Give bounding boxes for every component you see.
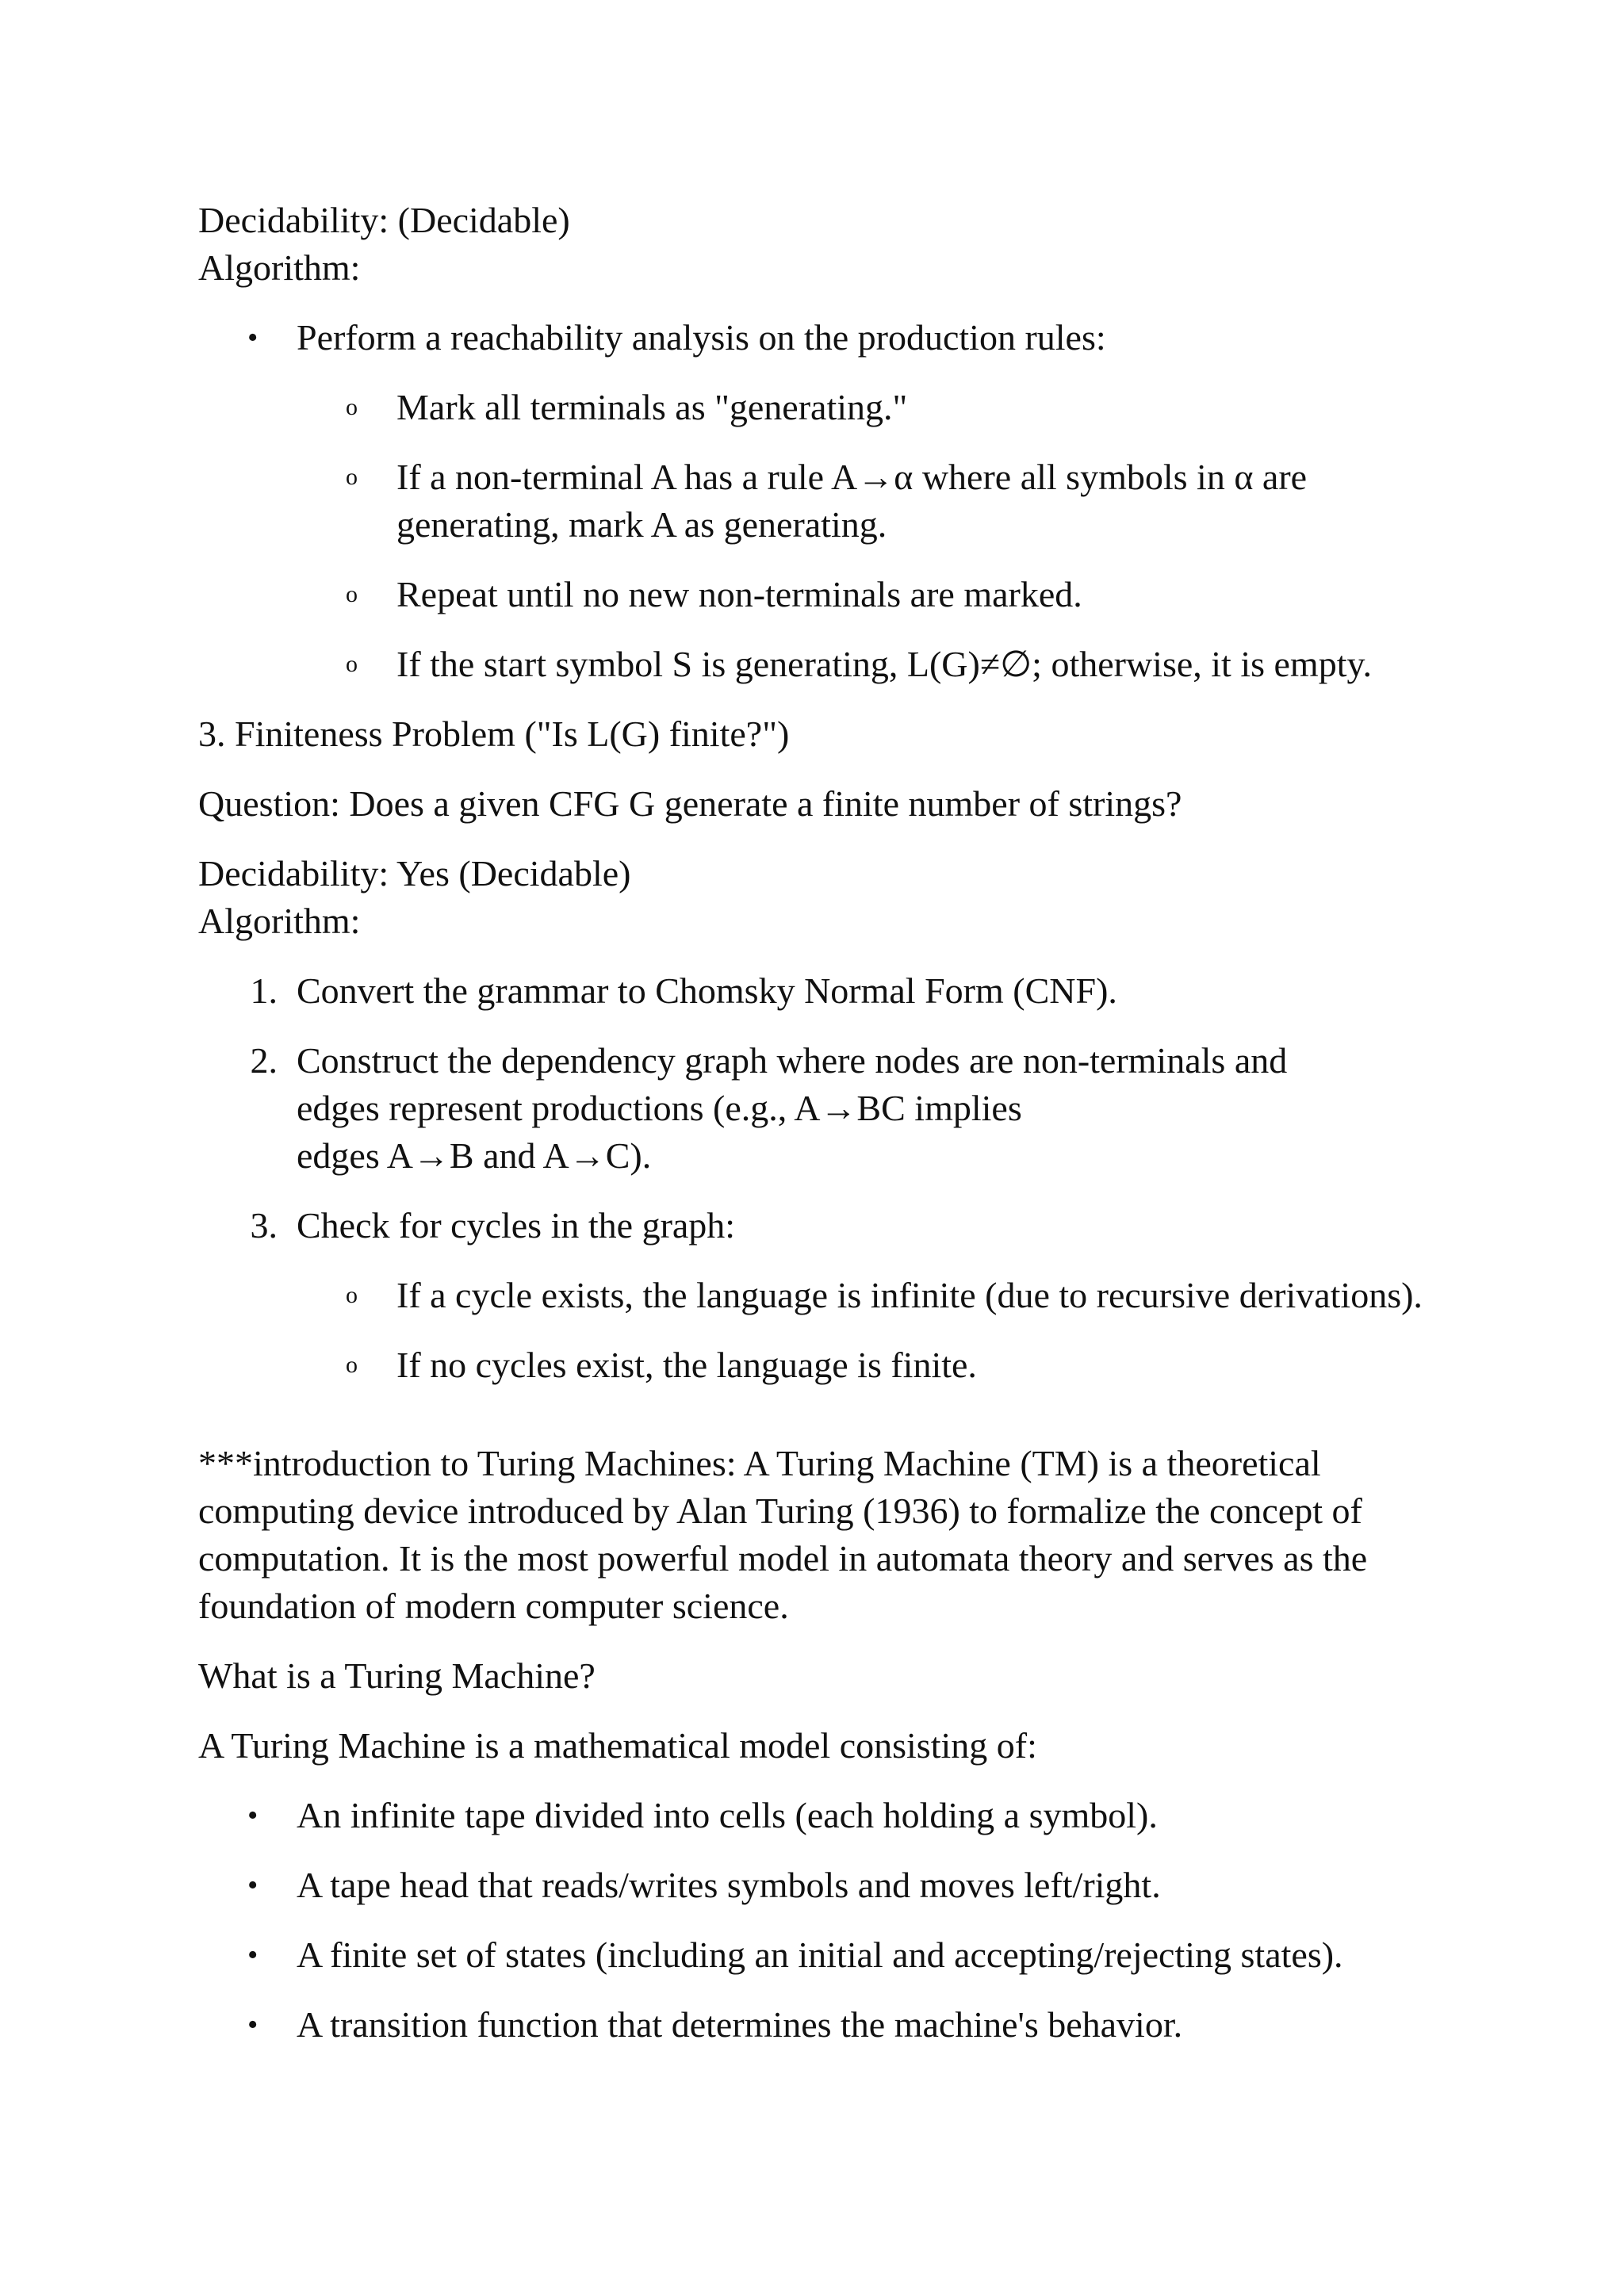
step-item bbox=[198, 967, 1443, 1015]
step-text: Check for cycles in the graph: bbox=[297, 1205, 736, 1246]
list-item bbox=[198, 1792, 1443, 1839]
list-item-text: A finite set of states (including an initial and accepting/rejecting states). bbox=[297, 1934, 1343, 1975]
finiteness-steps bbox=[198, 967, 1443, 1389]
decidability-text: Decidability: (Decidable) bbox=[198, 200, 570, 240]
list-item bbox=[198, 1862, 1443, 1909]
document-content bbox=[198, 197, 1443, 2049]
circle-bullet-icon: o bbox=[346, 1352, 358, 1378]
step-number: 2. bbox=[250, 1040, 278, 1081]
step-item bbox=[198, 1037, 1443, 1180]
sub-list-item bbox=[198, 1341, 1443, 1389]
bullet-icon: • bbox=[247, 1869, 259, 1902]
turing-intro: ***introduction to Turing Machines: A Turing Machine (TM) is a theoretical computing device introduced by Alan Turing (1936) to formalize the concept of computation. It is the most powerful model in automata theory and serves as the foundation of modern computer science. bbox=[198, 1443, 1368, 1626]
finiteness-decidability bbox=[198, 850, 1443, 945]
circle-bullet-icon: o bbox=[346, 394, 358, 420]
circle-bullet-icon: o bbox=[346, 1282, 358, 1308]
sub-list-item-text: If a non-terminal A has a rule A→α where all symbols in α are generating, mark A as generating. bbox=[396, 457, 1308, 545]
circle-bullet-icon: o bbox=[346, 651, 358, 677]
algorithm-label: Algorithm: bbox=[198, 901, 361, 941]
finiteness-question: Question: Does a given CFG G generate a finite number of strings? bbox=[198, 783, 1182, 824]
reachability-list bbox=[198, 314, 1443, 688]
sub-list-item bbox=[198, 384, 1443, 431]
step-text: Convert the grammar to Chomsky Normal Form (CNF). bbox=[297, 970, 1117, 1011]
finiteness-heading: 3. Finiteness Problem ("Is L(G) finite?") bbox=[198, 714, 790, 754]
finiteness-section bbox=[198, 710, 1443, 1389]
bullet-icon: • bbox=[247, 321, 259, 354]
circle-bullet-icon: o bbox=[346, 581, 358, 607]
sub-list-item bbox=[198, 1272, 1443, 1319]
list-item bbox=[198, 1931, 1443, 1979]
emptiness-section bbox=[198, 197, 1443, 688]
sub-list-item-text: If no cycles exist, the language is finite. bbox=[396, 1345, 977, 1385]
reachability-sub-list bbox=[198, 384, 1443, 688]
step-text-line: edges A→B and A→C). bbox=[297, 1135, 652, 1176]
list-item bbox=[198, 2001, 1443, 2049]
list-item-text: An infinite tape divided into cells (each holding a symbol). bbox=[297, 1795, 1158, 1835]
algorithm-label: Algorithm: bbox=[198, 247, 361, 288]
bullet-icon: • bbox=[247, 1938, 259, 1972]
list-item-text: A transition function that determines the machine's behavior. bbox=[297, 2004, 1183, 2045]
turing-section bbox=[198, 1440, 1443, 2049]
step-number: 3. bbox=[250, 1205, 278, 1246]
turing-what-is: What is a Turing Machine? bbox=[198, 1655, 596, 1696]
sub-list-item bbox=[198, 453, 1443, 549]
step-text-line: edges represent productions (e.g., A→BC implies bbox=[297, 1088, 1022, 1128]
step-item bbox=[198, 1202, 1443, 1389]
sub-list-item-text: Mark all terminals as "generating." bbox=[396, 387, 908, 427]
list-item-text: A tape head that reads/writes symbols and moves left/right. bbox=[297, 1865, 1161, 1905]
sub-list-wrapper bbox=[198, 384, 1443, 688]
turing-model: A Turing Machine is a mathematical model consisting of: bbox=[198, 1725, 1037, 1766]
bullet-icon: • bbox=[247, 1799, 259, 1832]
cycle-sub-list bbox=[198, 1272, 1443, 1389]
list-item bbox=[198, 314, 1443, 688]
sub-list-item-text: If a cycle exists, the language is infinite (due to recursive derivations). bbox=[396, 1275, 1423, 1315]
bullet-icon: • bbox=[247, 2008, 259, 2042]
sub-list-wrapper bbox=[198, 1272, 1443, 1389]
sub-list-item bbox=[198, 571, 1443, 618]
circle-bullet-icon: o bbox=[346, 464, 358, 490]
turing-components-list bbox=[198, 1792, 1443, 2049]
sub-list-item bbox=[198, 641, 1443, 688]
list-item-text: Perform a reachability analysis on the production rules: bbox=[297, 317, 1106, 358]
sub-list-item-text: Repeat until no new non-terminals are marked. bbox=[396, 574, 1082, 614]
decidability-line bbox=[198, 197, 1443, 292]
decidability-text: Decidability: Yes (Decidable) bbox=[198, 853, 631, 894]
step-text bbox=[297, 1037, 1443, 1180]
step-text-line: Construct the dependency graph where nodes are non-terminals and bbox=[297, 1040, 1288, 1081]
sub-list-item-text: If the start symbol S is generating, L(G)≠∅; otherwise, it is empty. bbox=[396, 644, 1373, 684]
step-number: 1. bbox=[250, 970, 278, 1011]
